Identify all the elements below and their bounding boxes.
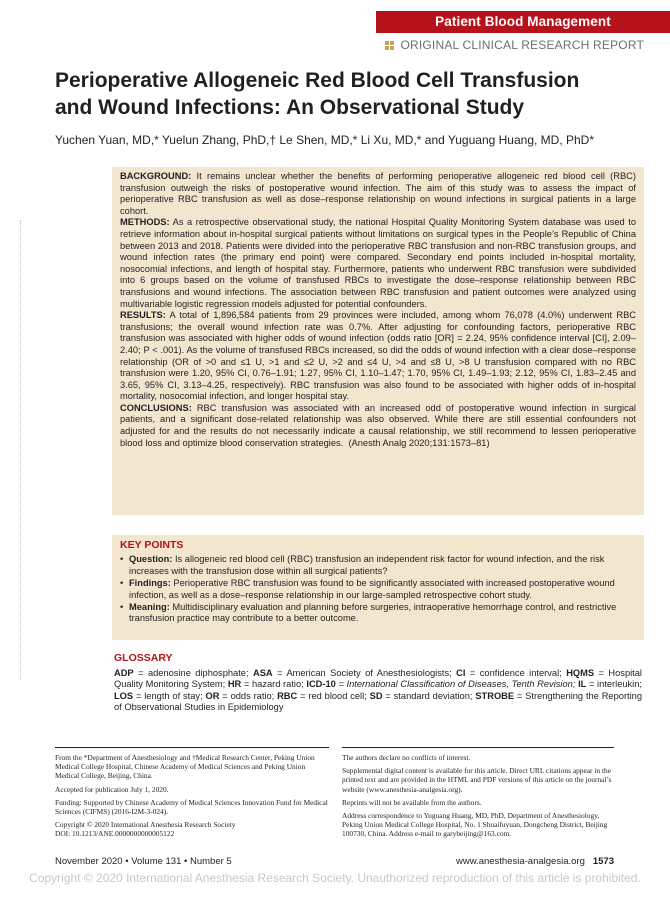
issue-info: November 2020 • Volume 131 • Number 5	[55, 856, 232, 867]
glossary-abbr: ADP	[114, 667, 134, 678]
doi-note[interactable]: DOI: 10.1213/ANE.0000000000005122	[55, 829, 175, 839]
abstract-label: CONCLUSIONS:	[120, 402, 192, 413]
abstract-results: RESULTS: A total of 1,896,584 patients from 29 provinces were included, among whom 76,078 (4.0%) underwent RBC transfusions; the overall wound infection rate was 0.7%. After adjusting for confounding factors, perioperative RBC transfusion was associated with higher odds of wound infection (odds ratio [OR] = 2.24, 95% confidence interval [CI], 2.09–2.40; P < .001). As the volume of transfused RBCs increased, so did the odds of wound infection with a clear dose–response relationship (OR of >0 and ≤1 U, >1 and ≤2 U, >2 and ≤4 U, >4 and ≤8 U, >8 U transfusion compared with no RBC transfusion were 1.20, 95% CI, 0.76–1.91; 1.27, 95% CI, 1.10–1.47; 1.70, 95% CI, 1.49–1.93; 2.12, 95% CI, 1.83–2.45 and 3.65, 95% CI, 3.13–4.25, respectively). RBC transfusion was also found to be associated with higher odds of in-hospital mortality, nosocomial infection, and longer hospital stay.	[120, 310, 636, 402]
footnotes-right	[342, 753, 614, 843]
key-point-findings: • Findings: Perioperative RBC transfusion was found to be significantly associated with increased postoperative wound infection, as well as a dose–response relationship in our large-sampled retrospective cohort study.	[120, 578, 636, 601]
glossary-abbr: LOS	[114, 690, 134, 701]
journal-website-link[interactable]: www.anesthesia-analgesia.org	[456, 856, 585, 867]
footnote-divider-right	[342, 747, 614, 748]
abstract-background: BACKGROUND: It remains unclear whether the benefits of performing perioperative allogeneic red blood cell (RBC) transfusion outweigh the risks of postoperative wound infection. The aim of this study was to assess the impact of perioperative RBC transfusion as well as dose–response relationship on wound infections in surgical patients in a large cohort.	[120, 171, 636, 216]
glossary-abbr: ICD-10	[306, 679, 336, 690]
accepted-note: Accepted for publication July 1, 2020.	[55, 784, 169, 794]
glossary-abbr: CI	[456, 667, 466, 678]
footnote-divider-left	[55, 747, 329, 748]
glossary-abbr: OR	[205, 690, 220, 701]
glossary-terms: ADP = adenosine diphosphate; ASA = American Society of Anesthesiologists; CI = confidence interval; HQMS = Hospital Quality Monitoring System; HR = hazard ratio; ICD-10 = International Classification of Diseases, Tenth Revision; IL = interleukin; LOS = length of stay; OR = odds ratio; RBC = red blood cell; SD = standard deviation; STROBE = Strengthening the Reporting of Observational Studies in Epidemiology	[114, 667, 643, 713]
glossary-section	[114, 653, 642, 714]
glossary-abbr: ASA	[253, 667, 273, 678]
abstract-box	[112, 167, 644, 515]
supplemental-note: Supplemental digital content is available for this article. Direct URL citations appear in the printed text and are provided in the HTML and PDF versions of this article on the journal’s website (www.anesthesia-analgesia.org).	[342, 766, 612, 794]
abstract-conclusions: CONCLUSIONS: RBC transfusion was associated with an increased odd of postoperative wound infection in surgical patients, and a significant dose-related relationship was also observed. While there are still essential confounders not adjusted for and the results do not necessarily indicate a causal relationship, we still recommend to lessen perioperative blood loss and optimize blood conservation strategies. (Anesth Analg 2020;131:1573–81)	[120, 402, 636, 448]
author-list: Yuchen Yuan, MD,* Yuelun Zhang, PhD,† Le Shen, MD,* Li Xu, MD,* and Yuguang Huang, MD, PhD*	[55, 133, 595, 147]
glossary-abbr: SD	[369, 690, 383, 701]
abstract-methods: METHODS: As a retrospective observational study, the national Hospital Quality Monitoring System database was used to retrieve information about in-hospital surgical patients without limitations on surgical types in the People’s Republic of China between 2013 and 2018. Patients were divided into the perioperative RBC transfusion and non-RBC transfusion groups, and wound infection rates (the primary end point) were compared. Secondary end points included in-hospital mortality, nosocomial infections, and length of hospital stay. Furthermore, patients who underwent RBC transfusion were subdivided into 6 groups based on the volume of transfused RBCs to investigate the dose–response relationship between RBC transfusions and wound infections. The association between RBC transfusion and patient outcomes were analyzed using multivariable logistic regression models adjusted for potential confounders.	[120, 217, 636, 309]
glossary-abbr: STROBE	[475, 690, 515, 701]
glossary-abbr: HR	[227, 679, 242, 690]
footnotes-left	[55, 753, 329, 843]
key-point-question: • Question: Is allogeneic red blood cell (RBC) transfusion an independent risk factor for wound infection, and the risk increases with the transfusion dose within all surgical patients?	[120, 554, 636, 577]
abstract-label: RESULTS:	[120, 310, 166, 321]
copyright-note: Copyright © 2020 International Anesthesia Research Society	[55, 820, 236, 830]
abstract-label: BACKGROUND:	[120, 171, 192, 181]
article-title: Perioperative Allogeneic Red Blood Cell Transfusion and Wound Infections: An Observational Study	[55, 69, 580, 119]
abstract-label: METHODS:	[120, 217, 170, 228]
conflicts-note: The authors declare no conflicts of interest.	[342, 753, 471, 762]
key-points-heading: KEY POINTS	[120, 539, 184, 551]
glossary-abbr: IL	[578, 679, 587, 690]
side-download-stamp	[20, 220, 27, 680]
glossary-heading: GLOSSARY	[114, 652, 173, 664]
article-type-label: ORIGINAL CLINICAL RESEARCH REPORT	[400, 38, 644, 52]
key-point-meaning: • Meaning: Multidisciplinary evaluation and planning before surgeries, intraoperative hemorrhage control, and restrictive transfusion practice may contribute to a better outcome.	[120, 602, 636, 625]
footer-right	[456, 856, 614, 867]
affiliation-note: From the *Department of Anesthesiology and †Medical Research Center, Peking Union Medical College Hospital, Chinese Academy of Medical Sciences and Peking Union Medical College, Beijing, China.	[55, 753, 315, 781]
section-banner: Patient Blood Management	[376, 11, 670, 33]
glossary-abbr: RBC	[277, 690, 298, 701]
page-number: 1573	[592, 856, 614, 867]
article-type	[385, 38, 644, 52]
grid-square-icon	[385, 41, 394, 50]
abstract-citation: (Anesth Analg 2020;131:1573–81)	[348, 437, 490, 448]
copyright-watermark: Copyright © 2020 International Anesthesia Research Society. Unauthorized reproduction of this article is prohibited.	[29, 871, 641, 885]
glossary-abbr: HQMS	[566, 667, 595, 678]
correspondence-note: Address correspondence to Yuguang Huang, MD, PhD, Department of Anesthesiology, Peking Union Medical College Hospital, No. 1 Shuaifuyuan, Dongcheng District, Beijing 100730, China. Address e-mail to garybeijing@163.com.	[342, 811, 608, 839]
key-points-box	[112, 535, 644, 640]
funding-note: Funding: Supported by Chinese Academy of Medical Sciences Innovation Fund for Medical Sciences (CIFMS) (2016-I2M-3-024).	[55, 797, 328, 817]
reprints-note: Reprints will not be available from the authors.	[342, 797, 482, 807]
